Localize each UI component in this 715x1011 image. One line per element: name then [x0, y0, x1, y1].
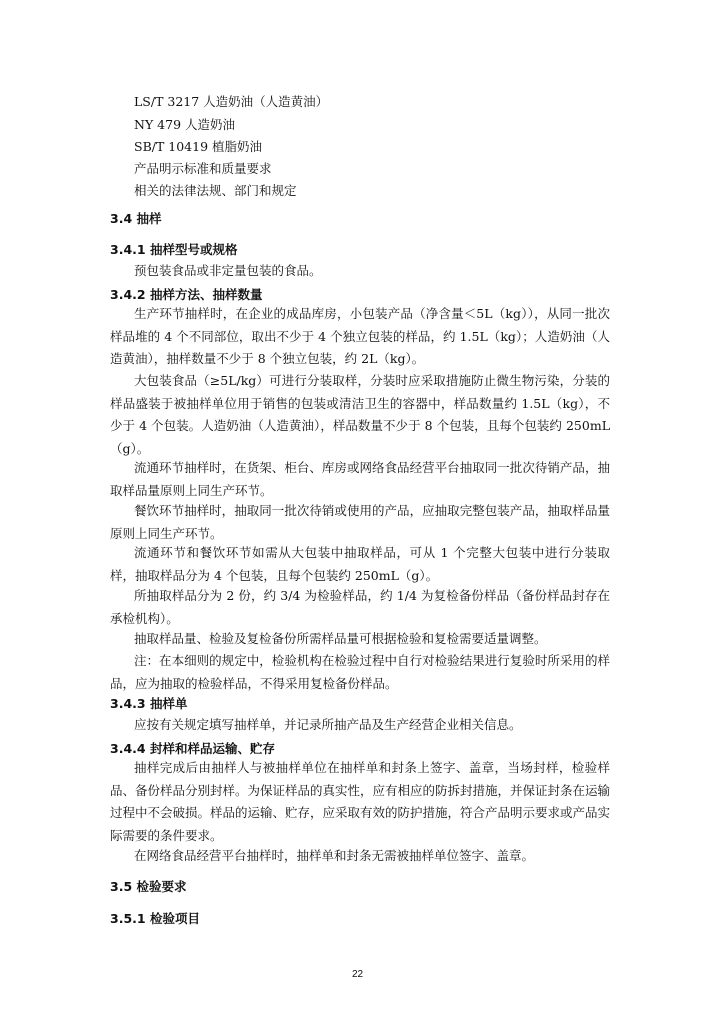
- paragraph: 抽取样品量、检验及复检备份所需样品量可根据检验和复检需要适量调整。: [134, 631, 547, 646]
- page-number: 22: [351, 969, 364, 980]
- paragraph: 流通环节抽样时，在货架、柜台、库房或网络食品经营平台抽取同一批次待销产品，抽取样品量原则上同生产环节。: [110, 460, 610, 498]
- standard-ref: NY 479 人造奶油: [134, 117, 235, 132]
- subsection-heading-3-4-3: 3.4.3 抽样单: [110, 696, 188, 711]
- standard-ref: SB/T 10419 植脂奶油: [134, 139, 263, 154]
- standard-ref: 相关的法律法规、部门和规定: [134, 183, 297, 198]
- paragraph: 大包装食品（≥5L/kg）可进行分装取样，分装时应采取措施防止微生物污染，分装的样品盛装于被抽样单位用于销售的包装或清洁卫生的容器中，样品数量约 1.5L（kg），不少于 4 个包装。人造奶油（人造黄油），样品数量不少于 8 个包装，且每个包装约 250mL（g）。: [110, 373, 610, 456]
- subsection-heading-3-4-2: 3.4.2 抽样方法、抽样数量: [110, 287, 263, 302]
- subsection-heading-3-5-1: 3.5.1 检验项目: [110, 911, 200, 926]
- subsection-heading-3-4-4: 3.4.4 封样和样品运输、贮存: [110, 741, 275, 756]
- paragraph: 抽样完成后由抽样人与被抽样单位在抽样单和封条上签字、盖章，当场封样，检验样品、备份样品分别封样。为保证样品的真实性，应有相应的防拆封措施，并保证封条在运输过程中不会破损。样品的运输、贮存，应采取有效的防护措施，符合产品明示要求或产品实际需要的条件要求。: [110, 760, 611, 843]
- section-heading-3-5: 3.5 检验要求: [110, 879, 187, 894]
- section-heading-3-4: 3.4 抽样: [110, 211, 162, 226]
- paragraph: 应按有关规定填写抽样单，并记录所抽产品及生产经营企业相关信息。: [134, 717, 522, 732]
- paragraph: 预包装食品或非定量包装的食品。: [134, 263, 322, 278]
- paragraph: 所抽取样品分为 2 份，约 3/4 为检验样品，约 1/4 为复检备份样品（备份样品封存在承检机构）。: [110, 588, 610, 626]
- paragraph: 流通环节和餐饮环节如需从大包装中抽取样品，可从 1 个完整大包装中进行分装取样，抽取样品分为 4 个包装，且每个包装约 250mL（g）。: [110, 545, 610, 583]
- standard-ref: 产品明示标准和质量要求: [134, 161, 272, 176]
- paragraph: 在网络食品经营平台抽样时，抽样单和封条无需被抽样单位签字、盖章。: [134, 848, 535, 863]
- note-paragraph: 注：在本细则的规定中，检验机构在检验过程中自行对检验结果进行复验时所采用的样品，应为抽取的检验样品，不得采用复检备份样品。: [110, 653, 610, 691]
- subsection-heading-3-4-1: 3.4.1 抽样型号或规格: [110, 242, 238, 257]
- standard-ref: LS/T 3217 人造奶油（人造黄油）: [134, 94, 329, 109]
- paragraph: 餐饮环节抽样时，抽取同一批次待销或使用的产品，应抽取完整包装产品，抽取样品量原则上同生产环节。: [110, 503, 610, 541]
- paragraph: 生产环节抽样时，在企业的成品库房，小包装产品（净含量＜5L（kg）），从同一批次样品堆的 4 个不同部位，取出不少于 4 个独立包装的样品，约 1.5L（kg）；人造奶油（人造黄油），抽样数量不少于 8 个独立包装，约 2L（kg）。: [110, 306, 610, 367]
